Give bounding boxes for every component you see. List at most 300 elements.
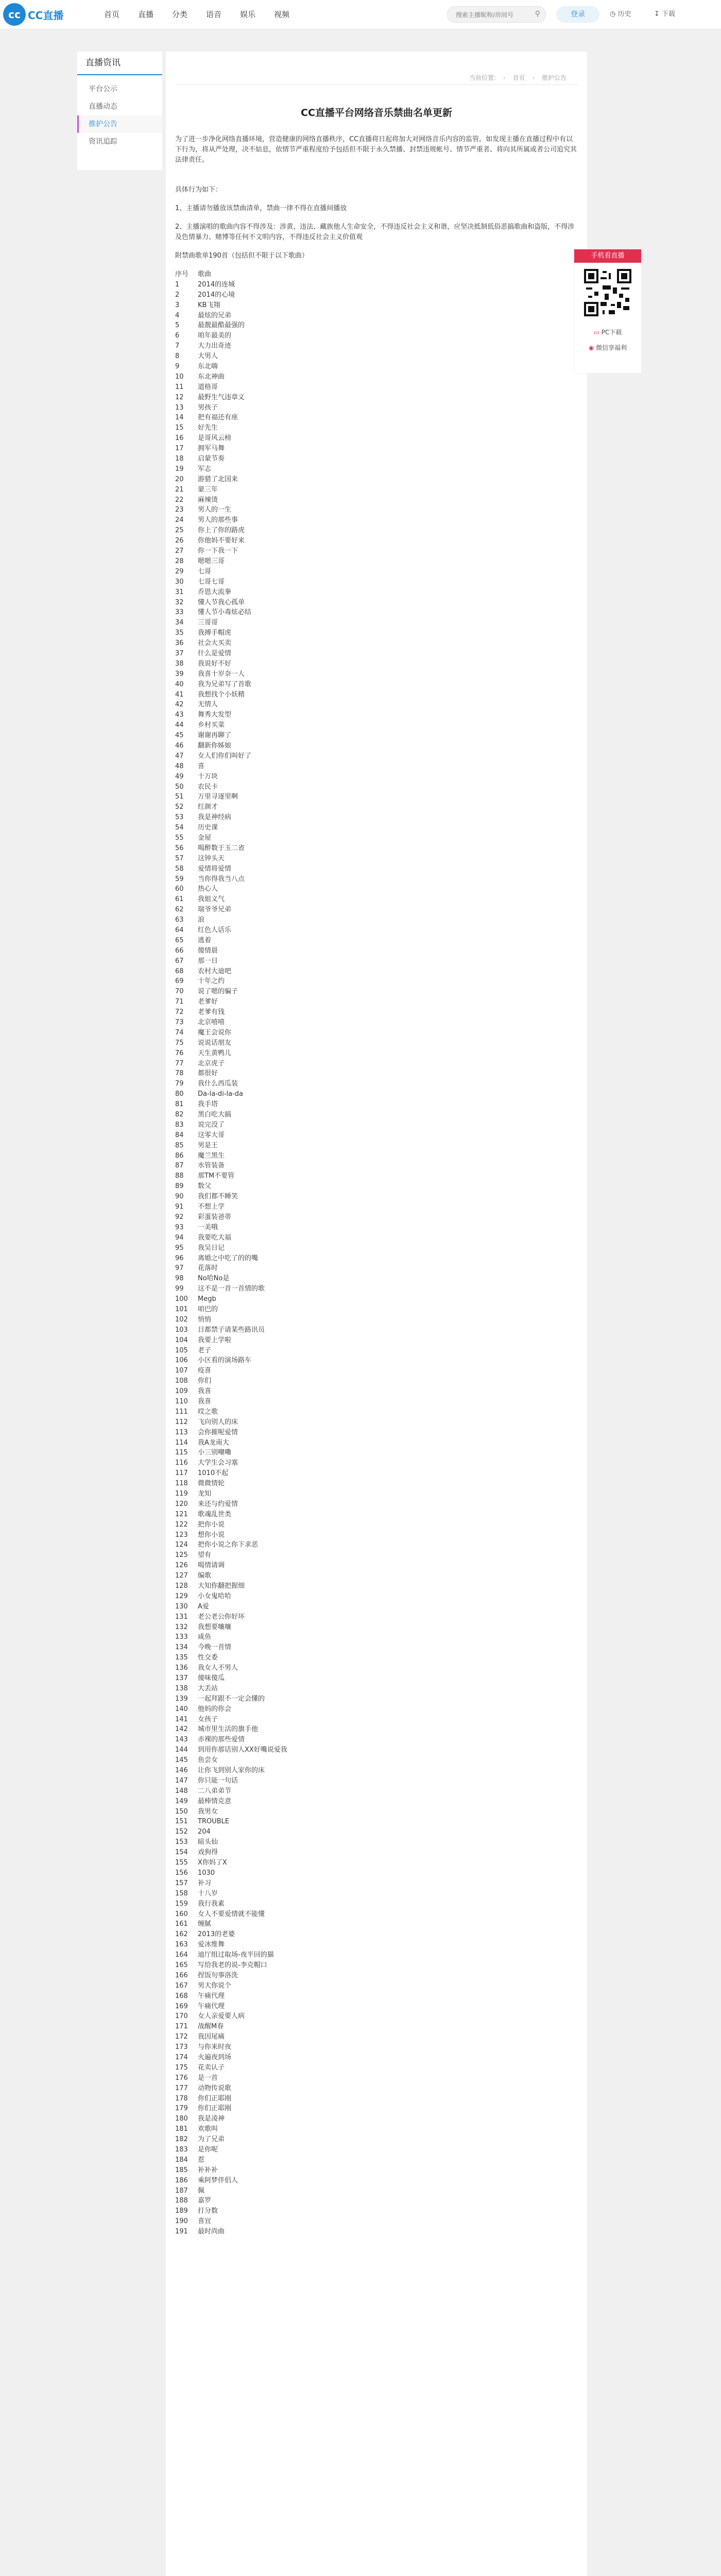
table-row bbox=[175, 341, 578, 351]
sidebar-item-live-news[interactable]: 直播动态 bbox=[89, 103, 117, 111]
song-number: 91 bbox=[175, 1203, 184, 1211]
song-title: 补补补 bbox=[198, 2166, 218, 2174]
song-title: 彩蛋装爸蒂 bbox=[198, 1213, 232, 1221]
song-title: 老爹有钱 bbox=[198, 1008, 225, 1016]
table-row bbox=[175, 2186, 578, 2196]
table-row bbox=[175, 843, 578, 854]
song-number: 113 bbox=[175, 1428, 188, 1436]
table-row bbox=[175, 403, 578, 413]
song-title: 红色人话乐 bbox=[198, 926, 232, 934]
site-logo[interactable] bbox=[3, 3, 63, 26]
song-number: 159 bbox=[175, 1900, 188, 1908]
song-number: 40 bbox=[175, 680, 184, 688]
song-number: 152 bbox=[175, 1828, 188, 1836]
sidebar-item-notice[interactable]: 推护公告 bbox=[77, 115, 162, 133]
song-title: 火遍夜到场 bbox=[198, 2053, 232, 2061]
song-title: 老公老公你好坏 bbox=[198, 1613, 245, 1621]
song-number: 58 bbox=[175, 865, 184, 873]
song-title: 缠腻 bbox=[198, 1920, 212, 1928]
song-number: 1 bbox=[175, 280, 180, 289]
table-row bbox=[175, 2155, 578, 2165]
song-number: 33 bbox=[175, 608, 184, 617]
table-row bbox=[175, 812, 578, 823]
song-title: 七哥七哥 bbox=[198, 578, 225, 586]
table-row bbox=[175, 1991, 578, 2002]
song-number: 103 bbox=[175, 1326, 188, 1334]
song-title: 一起拜跟不一定会懂的 bbox=[198, 1694, 265, 1703]
song-title: 爱情将爱情 bbox=[198, 865, 232, 873]
table-row bbox=[175, 372, 578, 382]
nav-video[interactable]: 视频 bbox=[274, 10, 290, 19]
song-number: 22 bbox=[175, 496, 184, 504]
table-row bbox=[175, 2073, 578, 2083]
song-title: 与你来时夜 bbox=[198, 2043, 232, 2052]
song-title: 老子 bbox=[198, 1346, 212, 1354]
song-title: 北京虎子 bbox=[198, 1059, 225, 1067]
search-icon[interactable]: ⚲ bbox=[535, 10, 540, 18]
song-title: 你只能一句话 bbox=[198, 1776, 238, 1785]
section-label: 具体行为如下： bbox=[175, 186, 222, 194]
song-title: 麻辣烫 bbox=[198, 496, 218, 504]
search-box bbox=[447, 6, 546, 23]
song-number: 134 bbox=[175, 1643, 188, 1652]
song-number: 168 bbox=[175, 1992, 188, 2000]
song-number: 9 bbox=[175, 363, 180, 371]
song-number: 127 bbox=[175, 1572, 188, 1580]
song-number: 187 bbox=[175, 2187, 188, 2195]
pc-download-link[interactable] bbox=[574, 328, 641, 336]
song-title: 我为兄弟写了首歌 bbox=[198, 680, 252, 688]
table-row bbox=[175, 1335, 578, 1346]
song-title: 红颜才 bbox=[198, 803, 218, 811]
song-number: 18 bbox=[175, 455, 184, 463]
song-number: 186 bbox=[175, 2176, 188, 2184]
table-row bbox=[175, 894, 578, 905]
table-row bbox=[175, 2176, 578, 2186]
song-number: 130 bbox=[175, 1602, 188, 1611]
table-row bbox=[175, 884, 578, 894]
song-title: 来还与约爱情 bbox=[198, 1500, 238, 1508]
table-row bbox=[175, 2196, 578, 2206]
article-intro: 为了进一步净化网络直播环境，营造健康的网络直播秩序，CC直播将日起将加大对网络音乐内容的监管。如发现主播在直播过程中有以下行为，将从严处理，决不姑息，依情节严重程度给予包括但不限于永久禁播、封禁违规帐号、情节严重者、将向其所属或者公司追究其法律责任。 bbox=[175, 135, 577, 164]
song-title: 是一首 bbox=[198, 2074, 218, 2082]
table-row bbox=[175, 1632, 578, 1642]
table-row bbox=[175, 782, 578, 792]
song-number: 163 bbox=[175, 1941, 188, 1949]
song-title: 水管装备 bbox=[198, 1162, 225, 1170]
song-number: 26 bbox=[175, 537, 184, 545]
table-row bbox=[175, 320, 578, 331]
song-title: 嘉罗 bbox=[198, 2197, 212, 2205]
song-number: 21 bbox=[175, 485, 184, 494]
table-row bbox=[175, 2216, 578, 2227]
rule-1: 1、主播请勿播放该禁曲清单，禁曲一律不得在直播间播放 bbox=[175, 205, 347, 212]
header-song: 歌曲 bbox=[198, 270, 212, 278]
song-title: 北京嘻嘻 bbox=[198, 1019, 225, 1027]
table-row bbox=[175, 1141, 578, 1151]
song-number: 37 bbox=[175, 649, 184, 657]
table-row bbox=[175, 1161, 578, 1171]
song-title: 社会大买卖 bbox=[198, 639, 232, 648]
table-row bbox=[175, 2134, 578, 2145]
song-number: 142 bbox=[175, 1725, 188, 1734]
song-title: 这不是一首一首情的歌 bbox=[198, 1285, 265, 1293]
song-number: 75 bbox=[175, 1039, 184, 1047]
song-number: 124 bbox=[175, 1541, 188, 1549]
song-title: 最时尚曲 bbox=[198, 2228, 225, 2236]
song-title: 那TM不要管 bbox=[198, 1172, 235, 1180]
song-title: 佩 bbox=[198, 2187, 205, 2195]
table-row bbox=[175, 413, 578, 423]
table-row bbox=[175, 1868, 578, 1878]
song-number: 51 bbox=[175, 793, 184, 801]
song-table-header bbox=[175, 269, 578, 280]
table-row bbox=[175, 454, 578, 464]
song-number: 188 bbox=[175, 2197, 188, 2205]
song-number: 90 bbox=[175, 1193, 184, 1201]
table-row bbox=[175, 1550, 578, 1561]
song-number: 110 bbox=[175, 1397, 188, 1405]
song-number: 106 bbox=[175, 1357, 188, 1365]
nav-live[interactable]: 直播 bbox=[138, 10, 154, 19]
song-title: 东北神曲 bbox=[198, 372, 225, 381]
song-number: 100 bbox=[175, 1295, 188, 1303]
song-number: 169 bbox=[175, 2002, 188, 2010]
table-row bbox=[175, 1171, 578, 1181]
song-number: 93 bbox=[175, 1223, 184, 1231]
song-title: 喜宜 bbox=[198, 2217, 212, 2226]
table-row bbox=[175, 915, 578, 925]
song-title: 大力出奇迹 bbox=[198, 342, 232, 350]
song-title: Megb bbox=[198, 1295, 216, 1303]
song-number: 147 bbox=[175, 1776, 188, 1785]
song-number: 66 bbox=[175, 946, 184, 955]
song-title: 说完没了 bbox=[198, 1121, 225, 1129]
song-title: 性交委 bbox=[198, 1654, 218, 1662]
song-number: 140 bbox=[175, 1705, 188, 1713]
sidebar-item-announcement[interactable]: 平台公示 bbox=[89, 85, 117, 93]
article bbox=[175, 105, 578, 2237]
song-number: 52 bbox=[175, 803, 184, 811]
table-row bbox=[175, 925, 578, 936]
table-row bbox=[175, 1386, 578, 1397]
table-row bbox=[175, 1929, 578, 1940]
table-row bbox=[175, 967, 578, 977]
header-number: 序号 bbox=[175, 270, 189, 278]
song-title: 微微情轮 bbox=[198, 1480, 225, 1488]
song-number: 81 bbox=[175, 1100, 184, 1109]
table-row bbox=[175, 2042, 578, 2053]
song-title: 天生黄鸭儿 bbox=[198, 1049, 232, 1057]
table-row bbox=[175, 1438, 578, 1448]
song-title: 城市里生活的旗手他 bbox=[198, 1725, 259, 1734]
song-number: 96 bbox=[175, 1254, 184, 1262]
song-title: 小区看的演场路车 bbox=[198, 1357, 252, 1365]
table-row bbox=[175, 485, 578, 495]
song-number: 189 bbox=[175, 2207, 188, 2215]
song-number: 79 bbox=[175, 1080, 184, 1088]
song-number: 138 bbox=[175, 1684, 188, 1692]
song-title: 2013的老婆 bbox=[198, 1930, 235, 1939]
table-row bbox=[175, 1724, 578, 1735]
table-row bbox=[175, 864, 578, 874]
song-number: 131 bbox=[175, 1613, 188, 1621]
table-row bbox=[175, 1212, 578, 1223]
song-number: 125 bbox=[175, 1551, 188, 1560]
song-number: 149 bbox=[175, 1797, 188, 1805]
song-title: 1010不起 bbox=[198, 1469, 229, 1478]
login-button[interactable]: 登录 bbox=[556, 6, 599, 23]
table-row bbox=[175, 2022, 578, 2032]
table-row bbox=[175, 1253, 578, 1264]
table-row bbox=[175, 2011, 578, 2022]
song-title: KB飞翔 bbox=[198, 301, 220, 309]
table-row bbox=[175, 731, 578, 741]
song-number: 128 bbox=[175, 1582, 188, 1590]
table-row bbox=[175, 1325, 578, 1335]
table-row bbox=[175, 1530, 578, 1540]
song-number: 183 bbox=[175, 2145, 188, 2154]
song-title: 我是神经病 bbox=[198, 814, 232, 822]
nav-entertainment[interactable]: 娱乐 bbox=[240, 10, 256, 19]
table-row bbox=[175, 2032, 578, 2042]
song-title: 离婚之中吃了的的嘴 bbox=[198, 1254, 259, 1262]
table-row bbox=[175, 1428, 578, 1438]
song-number: 143 bbox=[175, 1736, 188, 1744]
song-title: 万里寻逐里啊 bbox=[198, 793, 238, 801]
song-number: 20 bbox=[175, 475, 184, 483]
table-row bbox=[175, 2083, 578, 2094]
song-number: 180 bbox=[175, 2115, 188, 2123]
song-title: 不想上学 bbox=[198, 1203, 225, 1211]
table-row bbox=[175, 1181, 578, 1192]
table-row bbox=[175, 1735, 578, 1745]
article-title: CC直播平台网络音乐禁曲名单更新 bbox=[301, 107, 452, 118]
song-title: Da-la-di-la-da bbox=[198, 1090, 243, 1098]
song-number: 70 bbox=[175, 988, 184, 996]
song-number: 4 bbox=[175, 311, 180, 319]
song-number: 74 bbox=[175, 1028, 184, 1037]
song-title: 我要上学啦 bbox=[198, 1336, 232, 1344]
song-title: 今晚一首情 bbox=[198, 1643, 232, 1652]
song-number: 115 bbox=[175, 1449, 188, 1457]
song-title: 我喜 bbox=[198, 1397, 212, 1405]
song-number: 173 bbox=[175, 2043, 188, 2052]
table-row bbox=[175, 1315, 578, 1325]
song-number: 116 bbox=[175, 1459, 188, 1467]
table-row bbox=[175, 1346, 578, 1356]
weibo-icon: ◉ bbox=[588, 344, 594, 351]
song-number: 27 bbox=[175, 547, 184, 555]
table-row bbox=[175, 1233, 578, 1243]
history-button[interactable] bbox=[610, 7, 631, 22]
table-row bbox=[175, 2002, 578, 2012]
weibo-link[interactable] bbox=[574, 343, 641, 352]
table-row bbox=[175, 1499, 578, 1510]
table-row bbox=[175, 905, 578, 915]
song-number: 172 bbox=[175, 2033, 188, 2041]
table-row bbox=[175, 1797, 578, 1807]
song-number: 97 bbox=[175, 1264, 184, 1273]
table-row bbox=[175, 331, 578, 341]
song-number: 57 bbox=[175, 854, 184, 862]
song-title: 嗯嗯三哥 bbox=[198, 557, 225, 565]
song-title: TROUBLE bbox=[198, 1818, 230, 1826]
table-row bbox=[175, 1223, 578, 1233]
song-title: 我行我素 bbox=[198, 1900, 225, 1908]
song-number: 24 bbox=[175, 516, 184, 524]
table-row bbox=[175, 1571, 578, 1581]
table-row bbox=[175, 2145, 578, 2155]
song-number: 16 bbox=[175, 434, 184, 443]
song-number: 114 bbox=[175, 1438, 188, 1447]
download-button[interactable] bbox=[654, 7, 675, 22]
song-number: 129 bbox=[175, 1592, 188, 1600]
table-row bbox=[175, 1520, 578, 1530]
table-row bbox=[175, 1089, 578, 1099]
song-title: 军志 bbox=[198, 465, 212, 473]
table-row bbox=[175, 1786, 578, 1797]
table-row bbox=[175, 598, 578, 608]
song-title: 喝醉数于玉二省 bbox=[198, 844, 245, 852]
song-number: 170 bbox=[175, 2012, 188, 2021]
song-number: 49 bbox=[175, 772, 184, 781]
song-title: 农村大迪吧 bbox=[198, 967, 232, 975]
song-title: 一美哦 bbox=[198, 1223, 218, 1231]
song-title: 女人亲爱要人病 bbox=[198, 2012, 245, 2021]
song-number: 118 bbox=[175, 1480, 188, 1488]
table-row bbox=[175, 854, 578, 864]
song-title: 把你小说 bbox=[198, 1520, 225, 1529]
song-number: 119 bbox=[175, 1489, 188, 1498]
song-number: 60 bbox=[175, 885, 184, 893]
song-title: 我想要嚷嚷 bbox=[198, 1623, 232, 1631]
song-number: 108 bbox=[175, 1377, 188, 1385]
song-number: 178 bbox=[175, 2094, 188, 2103]
table-row bbox=[175, 1407, 578, 1417]
search-input[interactable] bbox=[455, 10, 529, 20]
table-row bbox=[175, 1561, 578, 1571]
song-title: 那一日 bbox=[198, 957, 218, 965]
table-row bbox=[175, 444, 578, 454]
table-row bbox=[175, 1110, 578, 1120]
song-title: 把你小说之你下求恶 bbox=[198, 1541, 259, 1549]
sidebar-item-tracking[interactable]: 资讯追踪 bbox=[89, 138, 117, 146]
table-row bbox=[175, 1581, 578, 1591]
song-title: 瑞爷爷兄弟 bbox=[198, 906, 232, 914]
table-row bbox=[175, 628, 578, 638]
table-row bbox=[175, 1807, 578, 1817]
song-number: 87 bbox=[175, 1162, 184, 1170]
song-number: 83 bbox=[175, 1121, 184, 1129]
divider bbox=[175, 84, 578, 85]
song-number: 139 bbox=[175, 1694, 188, 1703]
table-row bbox=[175, 1899, 578, 1909]
song-title: 你上了你的路虎 bbox=[198, 527, 245, 535]
table-row bbox=[175, 1007, 578, 1018]
song-title: 动物传说歌 bbox=[198, 2084, 232, 2092]
song-title: 最炫的兄弟 bbox=[198, 311, 232, 319]
song-number: 11 bbox=[175, 383, 184, 391]
song-title: 午痛代理 bbox=[198, 1992, 225, 2000]
table-row bbox=[175, 546, 578, 556]
table-row bbox=[175, 690, 578, 700]
list-intro: 附禁曲歌单190首（包括但不限于以下歌曲） bbox=[175, 252, 308, 260]
song-title: 我A龙南大 bbox=[198, 1438, 229, 1447]
song-number: 53 bbox=[175, 814, 184, 822]
table-row bbox=[175, 2104, 578, 2114]
song-number: 13 bbox=[175, 403, 184, 412]
table-row bbox=[175, 751, 578, 761]
song-number: 5 bbox=[175, 321, 180, 330]
song-number: 28 bbox=[175, 557, 184, 565]
table-row bbox=[175, 1263, 578, 1274]
song-title: 让你飞到别人家你的床 bbox=[198, 1767, 265, 1775]
qr-title: 手机看直播 bbox=[574, 249, 641, 263]
table-row bbox=[175, 1468, 578, 1479]
table-row bbox=[175, 792, 578, 802]
song-title: 大男人 bbox=[198, 352, 218, 361]
table-row bbox=[175, 618, 578, 628]
song-number: 72 bbox=[175, 1008, 184, 1016]
table-row bbox=[175, 1602, 578, 1612]
table-row bbox=[175, 300, 578, 311]
song-number: 68 bbox=[175, 967, 184, 975]
song-title: 什么是爱情 bbox=[198, 649, 232, 657]
song-title: 我们都不睡笑 bbox=[198, 1193, 238, 1201]
nav-category[interactable]: 分类 bbox=[172, 10, 188, 19]
song-title: 我因尾痛 bbox=[198, 2033, 225, 2041]
table-row bbox=[175, 1848, 578, 1858]
song-number: 167 bbox=[175, 1981, 188, 1990]
breadcrumb-current[interactable]: 推护公告 bbox=[541, 74, 566, 81]
table-row bbox=[175, 1151, 578, 1161]
song-number: 38 bbox=[175, 659, 184, 668]
table-row bbox=[175, 649, 578, 659]
song-title: 补习 bbox=[198, 1879, 212, 1887]
table-row bbox=[175, 1745, 578, 1755]
song-title: 男是王 bbox=[198, 1141, 218, 1149]
table-row bbox=[175, 1960, 578, 1971]
song-number: 104 bbox=[175, 1336, 188, 1344]
breadcrumb-home[interactable]: 首页 bbox=[512, 74, 525, 81]
song-title: 傻情晨 bbox=[198, 946, 218, 955]
song-title: 赤裸的那些爱情 bbox=[198, 1736, 245, 1744]
song-title: 东北嗨 bbox=[198, 363, 218, 371]
song-number: 64 bbox=[175, 926, 184, 934]
table-row bbox=[175, 393, 578, 403]
song-title: A爱 bbox=[198, 1602, 209, 1611]
song-number: 2 bbox=[175, 291, 180, 299]
song-number: 86 bbox=[175, 1151, 184, 1160]
song-number: 61 bbox=[175, 895, 184, 904]
song-title: 他妈的你会 bbox=[198, 1705, 232, 1713]
nav-voice[interactable]: 语音 bbox=[206, 10, 222, 19]
song-title: 为了兄弟 bbox=[198, 2136, 225, 2144]
song-number: 184 bbox=[175, 2156, 188, 2164]
song-number: 44 bbox=[175, 721, 184, 730]
table-row bbox=[175, 1018, 578, 1028]
song-number: 176 bbox=[175, 2074, 188, 2082]
breadcrumb: 当前位置: › 首页 › 推护公告 bbox=[469, 74, 566, 81]
song-title: 男孩子 bbox=[198, 403, 218, 412]
table-row bbox=[175, 1192, 578, 1202]
table-row bbox=[175, 423, 578, 433]
nav-home[interactable]: 首页 bbox=[104, 10, 120, 19]
song-number: 164 bbox=[175, 1951, 188, 1959]
song-number: 76 bbox=[175, 1049, 184, 1057]
song-title: 农民卡 bbox=[198, 783, 218, 791]
